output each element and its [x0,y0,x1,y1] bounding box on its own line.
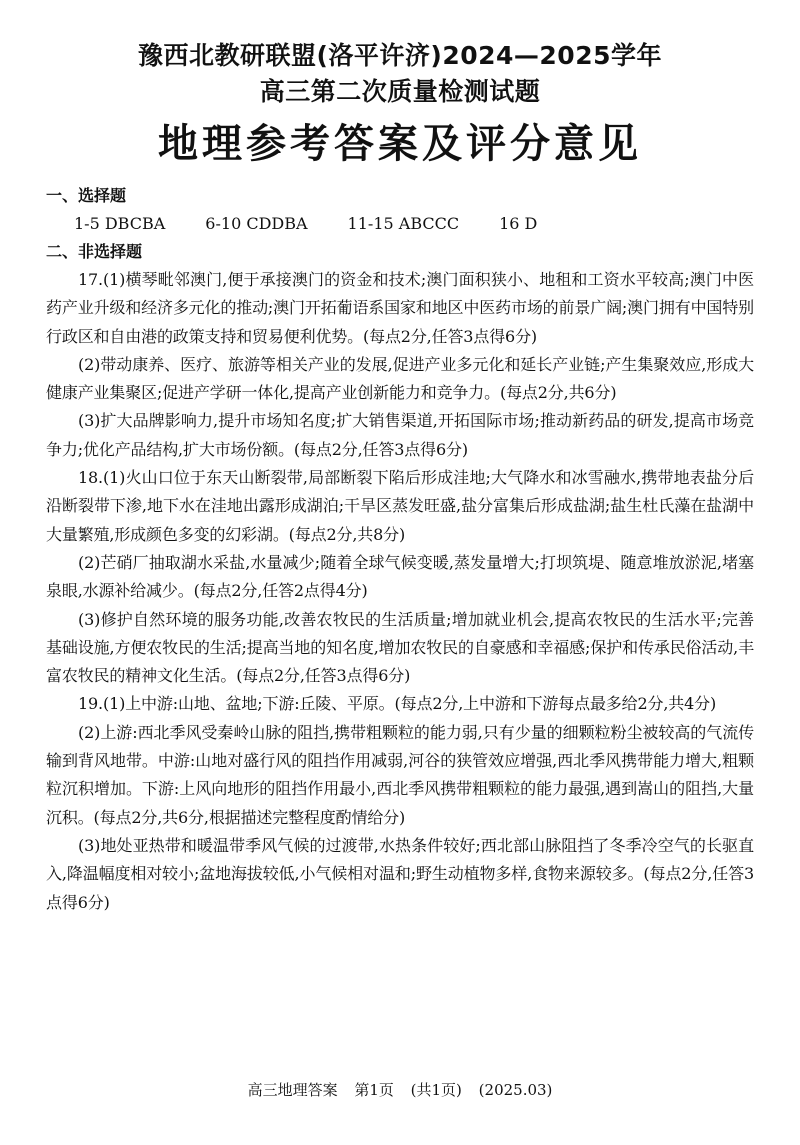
answer-group: 6-10 CDDBA [205,214,308,233]
answer-paragraph: 18.(1)火山口位于东天山断裂带,局部断裂下陷后形成洼地;大气降水和冰雪融水,携带地表盐分后沿断裂带下渗,地下水在洼地出露形成湖泊;干旱区蒸发旺盛,盐分富集后形成盐湖;盐生杜氏藻在盐湖中大量繁殖,形成颜色多变的幻彩湖。(每点2分,共8分) [46,468,754,544]
answer-paragraph: (3)修护自然环境的服务功能,改善农牧民的生活质量;增加就业机会,提高农牧民的生活水平;完善基础设施,方便农牧民的生活;提高当地的知名度,增加农牧民的自豪感和幸福感;保护和传承民俗活动,丰富农牧民的精神文化生活。(每点2分,任答3点得6分) [46,609,754,686]
answer-paragraph: (3)地处亚热带和暖温带季风气候的过渡带,水热条件较好;西北部山脉阻挡了冬季冷空气的长驱直入,降温幅度相对较小;盆地海拔较低,小气候相对温和;野生动植物多样,食物来源较多。(每点2分,任答3点得6分) [46,835,754,912]
multiple-choice-answers [46,210,754,238]
answer-paragraph: 17.(1)横琴毗邻澳门,便于承接澳门的资金和技术;澳门面积狭小、地租和工资水平较高;澳门中医药产业升级和经济多元化的推动;澳门开拓葡语系国家和地区中医药市场的前景广阔;澳门拥有中国特别行政区和自由港的政策支持和贸易便利优势。(每点2分,任答3点得6分) [46,270,754,346]
answer-group: 1-5 DBCBA [74,214,166,233]
answer-group: 16 D [499,214,538,233]
section-free-response-heading: 二、非选择题 [46,242,143,261]
section-multiple-choice-heading: 一、选择题 [46,186,127,205]
exam-name: 高三第二次质量检测试题 [259,77,541,106]
answer-group: 11-15 ABCCC [347,214,460,233]
answer-paragraph: (2)芒硝厂抽取湖水采盐,水量减少;随着全球气候变暖,蒸发量增大;打坝筑堤、随意堆放淤泥,堵塞泉眼,水源补给减少。(每点2分,任答2点得4分) [46,552,754,601]
answer-paragraph: (2)带动康养、医疗、旅游等相关产业的发展,促进产业多元化和延长产业链;产生集聚效应,形成大健康产业集聚区;促进产学研一体化,提高产业创新能力和竞争力。(每点2分,共6分) [46,354,754,403]
answer-paragraph: (3)扩大品牌影响力,提升市场知名度;扩大销售渠道,开拓国际市场;推动新药品的研发,提高市场竞争力;优化产品结构,扩大市场份额。(每点2分,任答3点得6分) [46,411,754,459]
answer-paragraph: 19.(1)上中游:山地、盆地;下游:丘陵、平原。(每点2分,上中游和下游每点最多给2分,共4分) [78,694,717,714]
exam-union-title: 豫西北教研联盟(洛平许济)2024—2025学年 [137,41,662,70]
answer-paragraph: (2)上游:西北季风受秦岭山脉的阻挡,携带粗颗粒的能力弱,只有少量的细颗粒粉尘被较高的气流传输到背风地带。中游:山地对盛行风的阻挡作用减弱,河谷的狭管效应增强,西北季风携带能力增大,粗颗粒沉积增加。下游:上风向地形的阻挡作用最小,西北季风携带粗颗粒的能力最强,遇到嵩山的阻挡,大量沉积。(每点2分,共6分,根据描述完整程度酌情给分) [46,722,754,827]
page-title: 地理参考答案及评分意见 [158,120,642,167]
page-footer: 高三地理答案 第1页 (共1页) (2025.03) [247,1081,553,1099]
